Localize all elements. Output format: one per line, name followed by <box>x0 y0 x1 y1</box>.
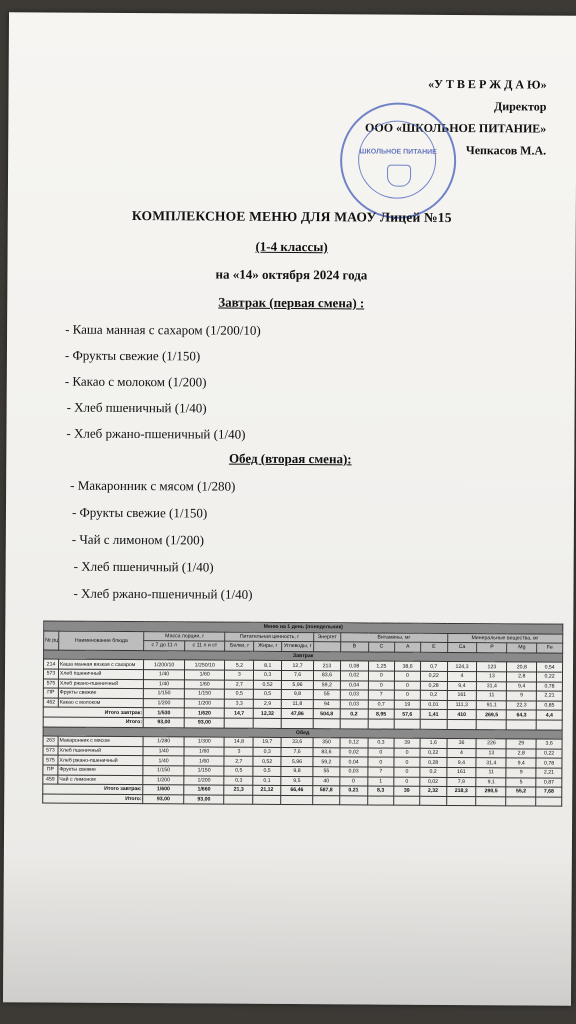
table-cell: 0 <box>367 757 394 767</box>
table-cell: 7,9 <box>446 777 476 787</box>
approval-signer: Чепкасов М.А. <box>465 143 547 158</box>
header-energy: Энергет <box>314 632 341 642</box>
table-cell: 1/150 <box>144 689 185 699</box>
table-cell: 11 <box>477 691 507 701</box>
table-cell: 0,7 <box>368 700 395 710</box>
document-title: КОМПЛЕКСНОЕ МЕНЮ ДЛЯ МАОУ Лицей №15 <box>131 208 452 225</box>
empty-cell <box>367 796 394 806</box>
table-cell: 36 <box>447 739 477 749</box>
table-cell: 410 <box>447 710 477 720</box>
table-cell: 0,1 <box>253 776 281 786</box>
table-cell: 1/530 <box>144 708 185 718</box>
table-cell: 459 <box>43 774 58 784</box>
table-cell: 94 <box>313 699 340 709</box>
table-cell: 91,1 <box>477 700 507 710</box>
table-cell: 93,00 <box>144 718 185 728</box>
table-cell: 0 <box>395 671 421 681</box>
empty-cell <box>225 718 254 728</box>
table-cell: ПР <box>43 688 58 698</box>
table-cell: 14,7 <box>225 708 254 718</box>
table-cell: 0 <box>340 776 368 786</box>
table-cell: 7 <box>367 767 394 777</box>
table-cell: 59,2 <box>313 757 340 767</box>
grades-subtitle: (1-4 классы) <box>255 238 328 255</box>
dish-name: Чай с лимоном <box>58 775 143 785</box>
table-cell: 11 <box>476 768 506 778</box>
dish-name: Хлеб пшеничный <box>58 746 143 756</box>
company-stamp <box>340 102 457 219</box>
empty-cell <box>476 796 506 806</box>
breakfast-total-row-label: Итого завтрак: <box>43 707 143 717</box>
table-cell: 1/600 <box>143 785 184 795</box>
table-cell: 7,68 <box>536 787 562 797</box>
table-cell: 2,7 <box>225 680 254 690</box>
table-cell: 57,6 <box>394 709 420 719</box>
table-cell: 0,22 <box>420 671 447 681</box>
table-cell: 0 <box>368 671 395 681</box>
table-cell: 3 <box>224 747 253 757</box>
table-cell: 1/200 <box>184 699 225 709</box>
table-cell: 2,21 <box>537 691 563 701</box>
table-cell: 587,8 <box>313 786 340 796</box>
header-ca: Ca <box>447 643 477 653</box>
table-cell: 290,5 <box>476 787 506 797</box>
header-energy-sub <box>314 642 341 652</box>
table-cell: 11,8 <box>281 699 313 709</box>
table-cell: 9,5 <box>281 776 313 786</box>
table-cell: 13 <box>476 748 506 758</box>
table-cell: 575 <box>43 755 58 765</box>
table-cell: 2,21 <box>536 768 562 778</box>
table-cell: 0,7 <box>420 662 447 672</box>
table-cell: 0,01 <box>420 700 447 710</box>
table-cell: 5,96 <box>281 757 313 767</box>
empty-cell <box>536 720 562 730</box>
table-cell: 0,5 <box>254 689 282 699</box>
nutrition-table <box>42 620 563 806</box>
table-cell: 9,4 <box>506 758 536 768</box>
table-cell: 1/40 <box>143 746 184 756</box>
approval-position: Директор <box>493 99 547 114</box>
table-cell: 55 <box>313 690 340 700</box>
table-cell: 0,3 <box>253 747 281 757</box>
header-vit-b: B <box>340 642 368 652</box>
table-cell: 1/660 <box>184 785 225 795</box>
table-cell: 59,2 <box>313 680 340 690</box>
table-cell: 0 <box>394 767 420 777</box>
table-cell: 39 <box>394 738 420 748</box>
header-name: Наименование блюда <box>59 631 145 651</box>
table-cell: 5,96 <box>281 680 313 690</box>
table-cell: 38,6 <box>395 662 421 672</box>
table-cell: 83,6 <box>313 747 340 757</box>
table-cell: 2,9 <box>254 699 282 709</box>
dish-name: Хлеб ржано-пшеничный <box>58 755 143 765</box>
table-cell: 0,52 <box>254 680 282 690</box>
empty-cell <box>446 796 476 806</box>
empty-cell <box>224 795 253 805</box>
table-cell: 9 <box>506 768 536 778</box>
empty-cell <box>420 796 447 806</box>
lunch-sum-row <box>43 794 562 807</box>
empty-cell <box>536 797 562 807</box>
breakfast-heading: Завтрак (первая смена) : <box>218 294 365 311</box>
table-cell: 0 <box>368 748 395 758</box>
table-cell: 1,25 <box>368 661 395 671</box>
header-portion-a: с 7 до 11 л <box>144 641 185 651</box>
table-cell: 2,32 <box>420 786 447 796</box>
table-cell: 20,8 <box>507 662 537 672</box>
table-cell: 13 <box>477 672 507 682</box>
table-cell: 269,5 <box>477 710 507 720</box>
stamp-inner-ring <box>358 120 436 198</box>
header-vit-e: E <box>420 642 447 652</box>
breakfast-item: - Фрукты свежие (1/150) <box>64 347 201 364</box>
table-cell: 9,4 <box>446 758 476 768</box>
table-cell: 1/280 <box>143 737 184 747</box>
table-cell: 0,22 <box>420 748 447 758</box>
table-cell: 0,08 <box>340 661 368 671</box>
table-cell: 0,12 <box>340 738 368 748</box>
table-cell: 0 <box>394 777 420 787</box>
empty-cell <box>394 719 420 729</box>
table-cell: 573 <box>43 746 58 756</box>
table-cell: 0,02 <box>340 671 368 681</box>
table-cell: 22,3 <box>507 701 537 711</box>
table-cell: 0,02 <box>340 748 368 758</box>
table-cell: 0,3 <box>368 738 395 748</box>
table-cell: 3 <box>225 670 254 680</box>
table-cell: 575 <box>43 679 58 689</box>
table-cell: 93,00 <box>143 794 184 804</box>
table-cell: 1/200 <box>184 775 225 785</box>
table-cell: 0,22 <box>537 672 563 682</box>
table-cell: 33,6 <box>281 738 313 748</box>
table-cell: 0,2 <box>420 690 447 700</box>
breakfast-item: - Какао с молоком (1/200) <box>64 373 207 390</box>
table-cell: 0,54 <box>537 662 563 672</box>
table-cell: 124,3 <box>447 662 477 672</box>
table-cell: 5 <box>506 777 536 787</box>
lunch-item: - Чай с лимоном (1/200) <box>71 531 205 548</box>
lunch-item: - Хлеб пшеничный (1/40) <box>73 558 214 575</box>
table-cell: 21,12 <box>253 785 281 795</box>
table-cell: 21,3 <box>224 785 253 795</box>
lunch-item: - Хлеб ржано-пшеничный (1/40) <box>73 585 253 602</box>
table-cell: 161 <box>447 691 477 701</box>
table-cell: 7,6 <box>282 670 314 680</box>
table-cell: 0,04 <box>340 757 368 767</box>
dish-name: Хлеб пшеничный <box>58 669 143 679</box>
table-cell: 0,22 <box>536 749 562 759</box>
table-cell: 39 <box>394 786 420 796</box>
table-cell: 9,4 <box>507 681 537 691</box>
menu-document <box>3 12 576 1005</box>
empty-cell <box>477 720 507 730</box>
header-vit-c: C <box>368 642 395 652</box>
table-cell: 2,7 <box>224 756 253 766</box>
table-cell: 1/300 <box>184 737 225 747</box>
dish-name: Макаронник с мясом <box>58 736 143 746</box>
empty-cell <box>281 795 313 805</box>
empty-cell <box>313 719 340 729</box>
table-cell: 19 <box>394 700 420 710</box>
empty-cell <box>368 719 395 729</box>
header-portion-b: с 11 л и ст <box>185 641 226 651</box>
table-cell: 1/60 <box>184 747 225 757</box>
table-cell: 9,1 <box>476 777 506 787</box>
table-cell: 0,03 <box>340 690 368 700</box>
empty-cell <box>394 796 420 806</box>
table-cell: 214 <box>44 659 59 669</box>
table-cell: 1/620 <box>184 708 225 718</box>
table-cell: 14,8 <box>225 737 254 747</box>
table-cell: 226 <box>476 739 506 749</box>
table-cell: ПР <box>43 765 58 775</box>
menu-date: на «14» октября 2024 года <box>215 266 368 283</box>
table-cell: 0,2 <box>420 767 447 777</box>
table-cell: 0,5 <box>225 689 254 699</box>
table-cell: 1/40 <box>143 756 184 766</box>
table-cell: 0 <box>395 681 421 691</box>
table-cell: 9,8 <box>281 690 313 700</box>
table-cell: 213 <box>314 661 341 671</box>
empty-cell <box>340 719 368 729</box>
table-cell: 31,4 <box>476 758 506 768</box>
table-cell: 4,4 <box>536 710 562 720</box>
table-cell: 1/200/10 <box>144 660 185 670</box>
table-cell: 0,28 <box>420 681 447 691</box>
header-vitamins: Витамины, мг <box>340 632 447 642</box>
table-cell: 1/40 <box>144 670 185 680</box>
table-cell: 0,5 <box>253 766 281 776</box>
table-caption: Меню на 1 день (понедельник) <box>44 621 563 634</box>
table-cell: 1 <box>367 776 394 786</box>
header-carbs: Углеводы, г <box>282 642 314 652</box>
header-fe: Fe <box>537 643 563 653</box>
table-cell: 0,02 <box>420 777 447 787</box>
breakfast-sum-row-label: Итого: <box>43 717 143 727</box>
table-cell: 1/200 <box>144 698 185 708</box>
table-cell: 0 <box>394 757 420 767</box>
table-cell: 12,7 <box>282 661 314 671</box>
header-vit-a: A <box>395 642 421 652</box>
table-cell: 3,6 <box>536 739 562 749</box>
table-cell: 0,2 <box>340 709 368 719</box>
table-cell: 0,3 <box>254 670 282 680</box>
table-cell: 7,6 <box>281 747 313 757</box>
empty-cell <box>339 795 367 805</box>
table-cell: 2,8 <box>507 672 537 682</box>
table-cell: 9,4 <box>447 681 477 691</box>
table-cell: 0,85 <box>536 701 562 711</box>
table-cell: 47,86 <box>281 709 313 719</box>
table-cell: 8,95 <box>368 709 395 719</box>
table-cell: 350 <box>313 738 340 748</box>
table-cell: 0,78 <box>536 758 562 768</box>
dish-name: Какао с молоком <box>58 698 143 708</box>
table-cell: 8,1 <box>254 661 282 671</box>
breakfast-band-label: Завтрак <box>44 650 563 663</box>
empty-cell <box>506 720 536 730</box>
table-cell: 0,3 <box>224 776 253 786</box>
table-cell: 1/60 <box>184 670 225 680</box>
breakfast-item: - Хлеб пшеничный (1/40) <box>66 399 207 416</box>
table-cell: 64,3 <box>507 710 537 720</box>
dish-name: Фрукты свежие <box>58 765 143 775</box>
table-cell: 1/150 <box>184 689 225 699</box>
table-cell: 1/40 <box>144 679 185 689</box>
header-protein: Белки, г <box>225 641 254 651</box>
table-cell: 93,00 <box>184 795 225 805</box>
table-cell: 55,2 <box>506 787 536 797</box>
table-cell: 29 <box>506 739 536 749</box>
empty-cell <box>506 797 536 807</box>
table-cell: 93,00 <box>184 718 225 728</box>
breakfast-item: - Хлеб ржано-пшеничный (1/40) <box>66 425 246 442</box>
stamp-emblem-icon <box>387 165 411 187</box>
empty-cell <box>313 795 340 805</box>
table-cell: 263 <box>43 736 58 746</box>
lunch-item: - Макаронник с мясом (1/280) <box>70 477 236 494</box>
dish-name: Фрукты свежие <box>58 688 143 698</box>
table-cell: 66,46 <box>281 786 313 796</box>
table-cell: 40 <box>313 776 340 786</box>
empty-cell <box>420 719 447 729</box>
header-fat: Жиры, г <box>254 641 282 651</box>
table-cell: 1,41 <box>420 710 447 720</box>
table-cell: 0,52 <box>253 757 281 767</box>
table-cell: 0,87 <box>536 778 562 788</box>
lunch-sum-row-label: Итого: <box>43 794 143 804</box>
table-cell: 0,5 <box>224 766 253 776</box>
table-cell: 0,21 <box>340 786 368 796</box>
table-cell: 504,8 <box>313 709 340 719</box>
header-num: № рц <box>44 631 59 650</box>
lunch-heading: Обед (вторая смена): <box>228 450 352 467</box>
dish-name: Хлеб ржано-пшеничный <box>58 679 143 689</box>
table-cell: 1,6 <box>420 738 447 748</box>
table-cell: 2,8 <box>506 749 536 759</box>
photo-shadow <box>3 852 572 1005</box>
header-nutrition: Питательная ценность, г <box>225 632 314 642</box>
table-cell: 19,7 <box>253 737 281 747</box>
table-cell: 123 <box>477 662 507 672</box>
table-cell: 1/200 <box>143 775 184 785</box>
table-cell: 1/150 <box>143 766 184 776</box>
table-cell: 7 <box>368 690 395 700</box>
approval-heading: «У Т В Е Р Ж Д А Ю» <box>428 76 547 92</box>
table-cell: 55 <box>313 767 340 777</box>
empty-cell <box>281 718 313 728</box>
table-cell: 0 <box>368 681 395 691</box>
table-cell: 12,32 <box>254 709 282 719</box>
table-cell: 4 <box>447 748 477 758</box>
table-cell: 8,3 <box>367 786 394 796</box>
table-cell: 573 <box>43 669 58 679</box>
stamp-text: ШКОЛЬНОЕ ПИТАНИЕ <box>359 148 437 156</box>
table-cell: 0 <box>395 690 421 700</box>
table-cell: 1/60 <box>184 679 225 689</box>
table-cell: 9,8 <box>281 766 313 776</box>
table-cell: 0,28 <box>420 758 447 768</box>
lunch-total-row-label: Итого завтрак: <box>43 784 143 794</box>
table-cell: 161 <box>446 767 476 777</box>
table-cell: 3,3 <box>225 699 254 709</box>
table-cell: 1/250/10 <box>184 660 225 670</box>
table-cell: 0,03 <box>340 767 368 777</box>
header-minerals: Минеральные вещества, мг <box>447 633 563 643</box>
table-cell: 218,3 <box>446 787 476 797</box>
dish-name: Каша манная вязкая с сахаром <box>58 659 143 669</box>
table-cell: 9 <box>507 691 537 701</box>
table-cell: 83,6 <box>314 671 341 681</box>
table-cell: 0,78 <box>537 682 563 692</box>
breakfast-item: - Каша манная с сахаром (1/200/10) <box>65 321 261 338</box>
approval-company: ООО «ШКОЛЬНОЕ ПИТАНИЕ» <box>365 120 547 136</box>
table-cell: 5,2 <box>225 660 254 670</box>
table-cell: 4 <box>447 671 477 681</box>
table-cell: 0,03 <box>340 700 368 710</box>
table-cell: 462 <box>43 698 58 708</box>
empty-cell <box>447 719 477 729</box>
lunch-band-label: Обед <box>43 727 562 740</box>
table-cell: 111,3 <box>447 700 477 710</box>
table-cell: 1/150 <box>184 766 225 776</box>
table-cell: 0,04 <box>340 680 368 690</box>
table-cell: 1/60 <box>184 756 225 766</box>
table-cell: 0 <box>394 748 420 758</box>
header-portion: Масса порции, г <box>144 631 225 641</box>
header-mg: Mg <box>507 643 537 653</box>
empty-cell <box>253 718 281 728</box>
lunch-item: - Фрукты свежие (1/150) <box>71 504 208 521</box>
header-p: P <box>477 643 507 653</box>
empty-cell <box>253 795 281 805</box>
table-cell: 31,4 <box>477 681 507 691</box>
